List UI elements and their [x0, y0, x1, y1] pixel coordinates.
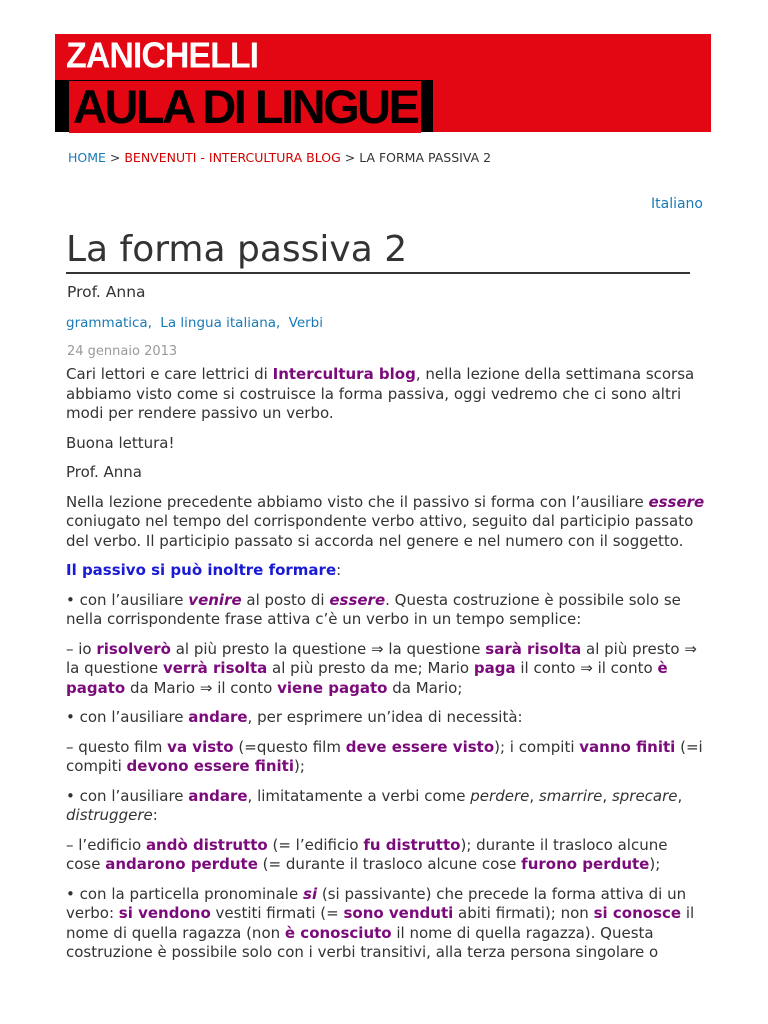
paragraph: • con la particella pronominale si (si passivante) che precede la forma attiva di un verbo: si vendono vestiti firmati (= sono venduti abiti firmati); non si conosce il nome di quella ragazza (non è conosciuto il nome di quella ragazza). Questa costruzione è possibile solo con i verbi transitivi, alla terza persona singolare o — [66, 884, 695, 961]
banner-title: AULA DI LINGUE — [69, 81, 421, 133]
banner-title-bar — [55, 80, 433, 132]
breadcrumb-separator: > — [340, 150, 360, 165]
breadcrumb — [68, 150, 491, 165]
breadcrumb-blog-link[interactable]: BENVENUTI - INTERCULTURA BLOG — [124, 150, 341, 165]
page-title: La forma passiva 2 — [66, 228, 690, 274]
paragraph: – io risolverò al più presto la questione ⇒ la questione sarà risolta al più presto ⇒ la questione verrà risolta al più presto da me; Mario paga il conto ⇒ il conto è pagato da Mario ⇒ il conto viene pagato da Mario; — [66, 639, 697, 697]
paragraph: Cari lettori e care lettrici di Intercultura blog, nella lezione della settimana scorsa abbiamo visto come si costruisce la forma passiva, oggi vedremo che ci sono altri modi per rendere passivo un verbo. — [66, 365, 695, 422]
paragraph: – l’edificio andò distrutto (= l’edificio fu distrutto); durante il trasloco alcune cose andarono perdute (= durante il trasloco alcune cose furono perdute); — [66, 835, 668, 873]
article-author: Prof. Anna — [67, 283, 146, 301]
paragraph: • con l’ausiliare andare, limitatamente a verbi come perdere, smarrire, sprecare, distruggere: — [66, 786, 683, 824]
breadcrumb-current: LA FORMA PASSIVA 2 — [359, 150, 492, 165]
paragraph: Il passivo si può inoltre formare: — [66, 561, 342, 579]
paragraph: Nella lezione precedente abbiamo visto che il passivo si forma con l’ausiliare essere coniugato nel tempo del corrispondente verbo attivo, seguito dal participio passato del verbo. Il participio passato si accorda nel genere e nel numero con il soggetto. — [66, 492, 705, 550]
brand-logo-text: ZANICHELLI — [66, 36, 259, 76]
paragraph: • con l’ausiliare andare, per esprimere un’idea di necessità: — [66, 708, 523, 726]
paragraph: – questo film va visto (=questo film deve essere visto); i compiti vanno finiti (=i compiti devono essere finiti); — [66, 737, 703, 775]
blog-name-link[interactable]: Intercultura blog — [272, 365, 416, 383]
breadcrumb-home-link[interactable]: HOME — [68, 150, 106, 165]
paragraph: • con l’ausiliare venire al posto di essere. Questa costruzione è possibile solo se nella corrispondente frase attiva c’è un verbo in un tempo semplice: — [66, 590, 681, 628]
tag-link[interactable]: Verbi — [288, 315, 324, 331]
breadcrumb-separator: > — [105, 150, 125, 165]
tag-link[interactable]: La lingua italiana, — [160, 315, 281, 331]
article-date: 24 gennaio 2013 — [67, 344, 178, 359]
paragraph: Buona lettura! — [66, 433, 175, 452]
language-link[interactable]: Italiano — [651, 196, 703, 212]
paragraph: Prof. Anna — [66, 463, 142, 481]
tag-link[interactable]: grammatica, — [66, 315, 152, 331]
article-body — [66, 365, 706, 973]
site-banner[interactable] — [55, 34, 711, 132]
tag-list — [66, 315, 327, 331]
